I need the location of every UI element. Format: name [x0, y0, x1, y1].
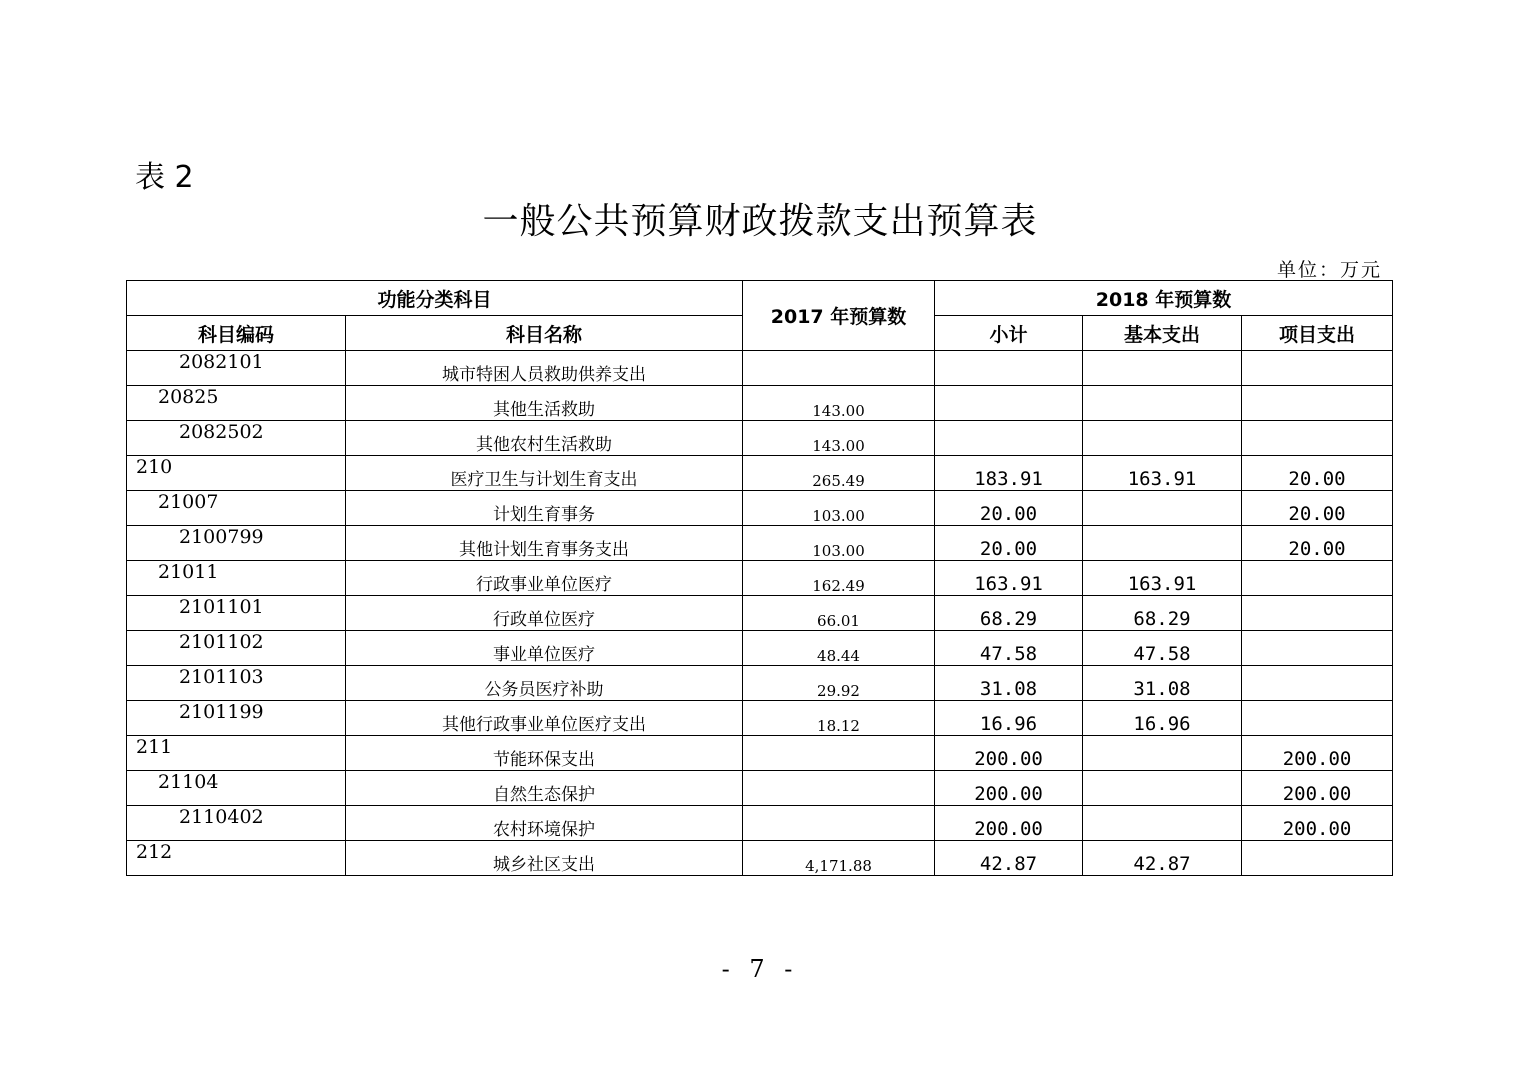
subject-name-cell: 事业单位医疗 [346, 631, 743, 666]
table-row [127, 701, 1393, 736]
basic-expenditure-cell: 68.29 [1083, 596, 1242, 631]
budget-2017-cell: 143.00 [743, 421, 935, 456]
subject-name-cell: 自然生态保护 [346, 771, 743, 806]
subtotal-cell: 20.00 [935, 491, 1083, 526]
table-row [127, 386, 1393, 421]
project-expenditure-cell: 200.00 [1242, 736, 1393, 771]
budget-table [126, 280, 1393, 876]
subject-code-cell: 21007 [127, 491, 346, 526]
budget-2017-cell: 103.00 [743, 491, 935, 526]
table-row [127, 351, 1393, 386]
subtotal-cell [935, 421, 1083, 456]
project-expenditure-cell: 200.00 [1242, 771, 1393, 806]
subject-code-cell: 2110402 [127, 806, 346, 841]
table-row [127, 526, 1393, 561]
subtotal-cell [935, 351, 1083, 386]
project-expenditure-cell [1242, 701, 1393, 736]
table-row [127, 596, 1393, 631]
basic-expenditure-cell [1083, 351, 1242, 386]
subject-name-cell: 其他农村生活救助 [346, 421, 743, 456]
subject-name-cell: 其他行政事业单位医疗支出 [346, 701, 743, 736]
subject-name-cell: 医疗卫生与计划生育支出 [346, 456, 743, 491]
subtotal-cell: 183.91 [935, 456, 1083, 491]
subject-name-cell: 行政事业单位医疗 [346, 561, 743, 596]
document-title: 一般公共预算财政拨款支出预算表 [482, 201, 1038, 242]
subject-code-cell: 2082101 [127, 351, 346, 386]
subject-code-cell: 2100799 [127, 526, 346, 561]
project-expenditure-cell [1242, 561, 1393, 596]
header-row-top [127, 281, 1393, 316]
subject-name-cell: 城乡社区支出 [346, 841, 743, 876]
header-basic-expenditure: 基本支出 [1083, 316, 1242, 351]
subject-code-cell: 2101103 [127, 666, 346, 701]
subject-name-cell: 城市特困人员救助供养支出 [346, 351, 743, 386]
project-expenditure-cell [1242, 841, 1393, 876]
budget-2017-cell: 4,171.88 [743, 841, 935, 876]
subtotal-cell: 68.29 [935, 596, 1083, 631]
header-functional-classification: 功能分类科目 [127, 281, 743, 316]
project-expenditure-cell [1242, 596, 1393, 631]
subject-code-cell: 20825 [127, 386, 346, 421]
header-project-expenditure: 项目支出 [1242, 316, 1393, 351]
subject-code-cell: 2101101 [127, 596, 346, 631]
table-row [127, 491, 1393, 526]
table-body [127, 351, 1393, 876]
budget-2017-cell [743, 806, 935, 841]
basic-expenditure-cell [1083, 771, 1242, 806]
subtotal-cell: 200.00 [935, 736, 1083, 771]
budget-2017-cell [743, 351, 935, 386]
table-row [127, 771, 1393, 806]
subject-code-cell: 21011 [127, 561, 346, 596]
table-row [127, 806, 1393, 841]
subject-name-cell: 农村环境保护 [346, 806, 743, 841]
project-expenditure-cell: 20.00 [1242, 456, 1393, 491]
subject-code-cell: 211 [127, 736, 346, 771]
project-expenditure-cell: 200.00 [1242, 806, 1393, 841]
basic-expenditure-cell: 47.58 [1083, 631, 1242, 666]
subject-code-cell: 210 [127, 456, 346, 491]
table-row [127, 666, 1393, 701]
project-expenditure-cell [1242, 666, 1393, 701]
basic-expenditure-cell: 42.87 [1083, 841, 1242, 876]
page-number: - 7 - [721, 955, 799, 983]
header-subtotal: 小计 [935, 316, 1083, 351]
table-row [127, 561, 1393, 596]
subtotal-cell: 31.08 [935, 666, 1083, 701]
subtotal-cell: 200.00 [935, 806, 1083, 841]
subject-code-cell: 2082502 [127, 421, 346, 456]
budget-2017-cell [743, 771, 935, 806]
table-number-label: 表 2 [135, 160, 194, 195]
basic-expenditure-cell: 16.96 [1083, 701, 1242, 736]
basic-expenditure-cell [1083, 386, 1242, 421]
project-expenditure-cell [1242, 386, 1393, 421]
project-expenditure-cell [1242, 631, 1393, 666]
basic-expenditure-cell: 163.91 [1083, 456, 1242, 491]
budget-2017-cell [743, 736, 935, 771]
subtotal-cell: 16.96 [935, 701, 1083, 736]
basic-expenditure-cell [1083, 491, 1242, 526]
header-subject-code: 科目编码 [127, 316, 346, 351]
subject-name-cell: 其他计划生育事务支出 [346, 526, 743, 561]
subject-name-cell: 公务员医疗补助 [346, 666, 743, 701]
subject-name-cell: 节能环保支出 [346, 736, 743, 771]
subject-code-cell: 2101102 [127, 631, 346, 666]
budget-2017-cell: 66.01 [743, 596, 935, 631]
subtotal-cell: 20.00 [935, 526, 1083, 561]
basic-expenditure-cell [1083, 806, 1242, 841]
budget-2017-cell: 29.92 [743, 666, 935, 701]
subtotal-cell [935, 386, 1083, 421]
subject-name-cell: 行政单位医疗 [346, 596, 743, 631]
subtotal-cell: 200.00 [935, 771, 1083, 806]
budget-2017-cell: 103.00 [743, 526, 935, 561]
subject-code-cell: 21104 [127, 771, 346, 806]
table-row [127, 456, 1393, 491]
budget-2017-cell: 162.49 [743, 561, 935, 596]
table-row [127, 736, 1393, 771]
basic-expenditure-cell [1083, 736, 1242, 771]
header-2018-budget: 2018 年预算数 [935, 281, 1393, 316]
budget-2017-cell: 265.49 [743, 456, 935, 491]
project-expenditure-cell [1242, 421, 1393, 456]
project-expenditure-cell: 20.00 [1242, 526, 1393, 561]
table-row [127, 841, 1393, 876]
project-expenditure-cell [1242, 351, 1393, 386]
basic-expenditure-cell: 163.91 [1083, 561, 1242, 596]
basic-expenditure-cell [1083, 421, 1242, 456]
subject-name-cell: 其他生活救助 [346, 386, 743, 421]
basic-expenditure-cell [1083, 526, 1242, 561]
basic-expenditure-cell: 31.08 [1083, 666, 1242, 701]
header-subject-name: 科目名称 [346, 316, 743, 351]
budget-2017-cell: 18.12 [743, 701, 935, 736]
subtotal-cell: 42.87 [935, 841, 1083, 876]
subtotal-cell: 47.58 [935, 631, 1083, 666]
subtotal-cell: 163.91 [935, 561, 1083, 596]
table-row [127, 421, 1393, 456]
budget-2017-cell: 48.44 [743, 631, 935, 666]
subject-name-cell: 计划生育事务 [346, 491, 743, 526]
header-2017-budget: 2017 年预算数 [743, 281, 935, 351]
project-expenditure-cell: 20.00 [1242, 491, 1393, 526]
budget-2017-cell: 143.00 [743, 386, 935, 421]
table-row [127, 631, 1393, 666]
unit-label: 单位：万元 [1276, 259, 1382, 281]
subject-code-cell: 2101199 [127, 701, 346, 736]
subject-code-cell: 212 [127, 841, 346, 876]
